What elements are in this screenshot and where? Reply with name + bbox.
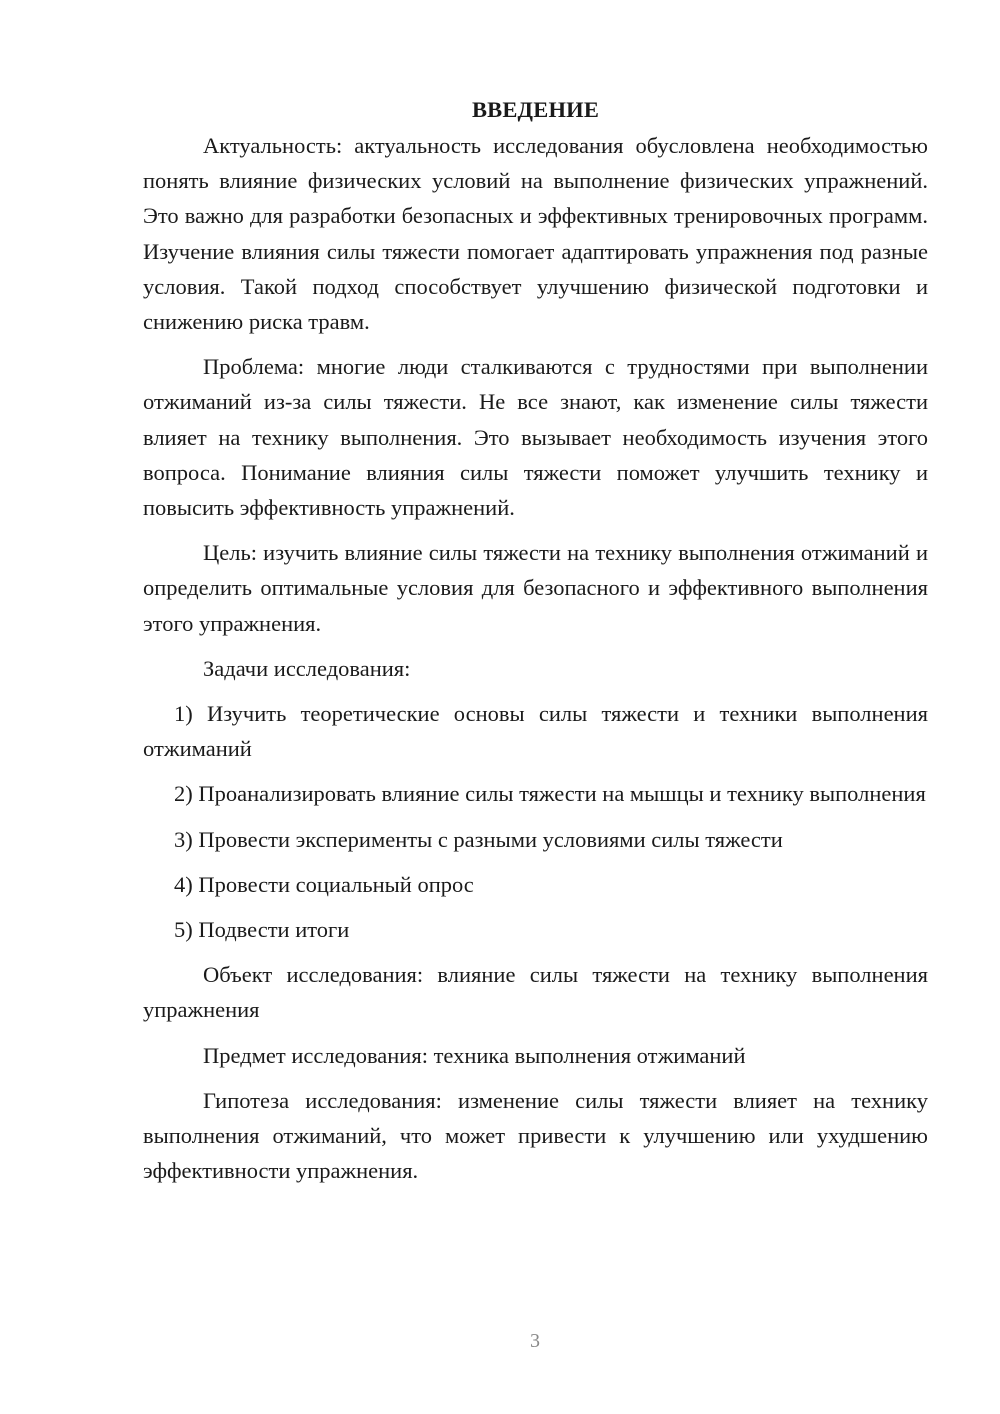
relevance-paragraph: Актуальность: актуальность исследования обусловлена необходимостью понять влияние физических условий на выполнение физических упражнений. Это важно для разработки безопасных и эффективных тренировочных программ. Изучение влияния силы тяжести помогает адаптировать упражнения под разные условия. Такой подход способствует улучшению физической подготовки и снижению риска травм. (143, 133, 928, 335)
document-body (143, 92, 928, 1198)
task-item: 4) Провести социальный опрос (174, 871, 474, 897)
task-item: 3) Провести эксперименты с разными условиями силы тяжести (174, 826, 783, 852)
research-object-paragraph: Объект исследования: влияние силы тяжести на технику выполнения упражнения (143, 962, 928, 1023)
page-number: 3 (530, 1330, 540, 1352)
research-subject-paragraph: Предмет исследования: техника выполнения отжиманий (203, 1042, 746, 1068)
hypothesis-paragraph: Гипотеза исследования: изменение силы тяжести влияет на технику выполнения отжиманий, что может привести к улучшению или ухудшению эффективности упражнения. (143, 1087, 928, 1184)
tasks-heading: Задачи исследования: (203, 655, 411, 681)
section-title: ВВЕДЕНИЕ (471, 97, 600, 122)
task-item: 5) Подвести итоги (174, 917, 350, 943)
task-item: 2) Проанализировать влияние силы тяжести на мышцы и технику выполнения (174, 781, 926, 807)
goal-paragraph: Цель: изучить влияние силы тяжести на технику выполнения отжиманий и определить оптимальные условия для безопасного и эффективного выполнения этого упражнения. (143, 540, 928, 636)
problem-paragraph: Проблема: многие люди сталкиваются с трудностями при выполнении отжиманий из-за силы тяжести. Не все знают, как изменение силы тяжести влияет на технику выполнения. Это вызывает необходимость изучения этого вопроса. Понимание влияния силы тяжести поможет улучшить технику и повысить эффективность упражнений. (143, 354, 928, 521)
task-item: 1) Изучить теоретические основы силы тяжести и техники выполнения отжиманий (143, 701, 928, 762)
